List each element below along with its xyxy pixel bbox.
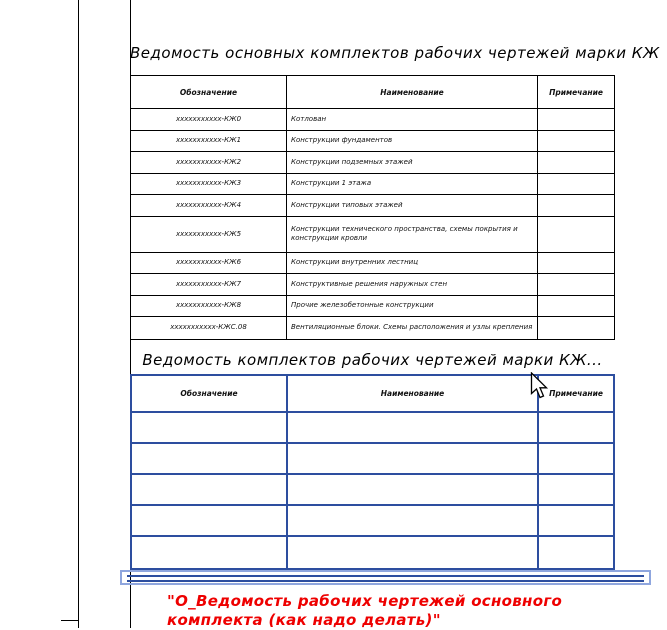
mouse-cursor-icon	[530, 372, 549, 400]
name-cell	[288, 444, 539, 473]
note-cell	[538, 217, 614, 252]
note-cell	[538, 109, 614, 130]
header-note: Примечание	[549, 87, 603, 97]
note-cell	[539, 413, 613, 442]
designation-cell	[132, 506, 288, 535]
note-cell	[539, 444, 613, 473]
designation-cell	[132, 413, 288, 442]
name-cell	[288, 506, 539, 535]
designation-cell: xxxxxxxxxxx-КЖ3	[131, 174, 287, 195]
table-row	[131, 131, 614, 153]
empty-table-row	[132, 475, 613, 506]
note-cell	[538, 152, 614, 173]
annotation-line-1: "О_Ведомость рабочих чертежей основного	[167, 592, 563, 610]
selected-row-line	[127, 575, 644, 577]
table-row	[131, 109, 614, 131]
name-cell: Конструкции подземных этажей	[287, 152, 538, 173]
header-designation: Обозначение	[132, 376, 288, 411]
header-designation: Обозначение	[131, 76, 287, 108]
table2-title: Ведомость комплектов рабочих чертежей марки КЖ...	[142, 351, 603, 369]
header-name: Наименование	[287, 76, 538, 108]
sheet-border-line-left	[78, 0, 79, 628]
selection-grip-bar[interactable]	[120, 570, 651, 585]
designation-cell: xxxxxxxxxxx-КЖ1	[131, 131, 287, 152]
name-cell: Вентиляционные блоки. Схемы расположения и узлы крепления	[287, 317, 538, 339]
note-cell	[538, 274, 614, 295]
designation-cell: xxxxxxxxxxx-КЖС.08	[131, 317, 287, 339]
empty-table-row	[132, 444, 613, 475]
name-cell: Прочие железобетонные конструкции	[287, 296, 538, 317]
name-cell: Конструкции внутренних лестниц	[287, 253, 538, 274]
name-cell: Конструктивные решения наружных стен	[287, 274, 538, 295]
annotation-line-2: комплекта (как надо делать)"	[167, 611, 441, 629]
table-row	[131, 296, 614, 318]
note-cell	[538, 317, 614, 339]
note-cell	[539, 537, 613, 568]
table-row	[131, 152, 614, 174]
designation-cell	[132, 537, 288, 568]
designation-cell: xxxxxxxxxxx-КЖ4	[131, 195, 287, 216]
empty-table-row	[132, 413, 613, 444]
name-cell	[288, 413, 539, 442]
name-cell	[288, 475, 539, 504]
name-cell: Конструкции типовых этажей	[287, 195, 538, 216]
designation-cell: xxxxxxxxxxx-КЖ7	[131, 274, 287, 295]
note-cell	[538, 253, 614, 274]
table-empty-selected[interactable]	[130, 374, 615, 570]
note-cell	[538, 174, 614, 195]
table-row	[131, 217, 614, 253]
note-cell	[538, 296, 614, 317]
name-cell: Котлован	[287, 109, 538, 130]
header-name: Наименование	[288, 376, 539, 411]
table-main-drawing-sets	[130, 75, 615, 340]
name-cell	[288, 537, 539, 568]
name-cell: Конструкции фундаментов	[287, 131, 538, 152]
table-row	[131, 253, 614, 275]
note-cell	[539, 475, 613, 504]
designation-cell: xxxxxxxxxxx-КЖ5	[131, 217, 287, 252]
designation-cell	[132, 475, 288, 504]
note-cell	[538, 195, 614, 216]
designation-cell: xxxxxxxxxxx-КЖ8	[131, 296, 287, 317]
designation-cell: xxxxxxxxxxx-КЖ6	[131, 253, 287, 274]
table-row	[131, 174, 614, 196]
header-note: Примечание	[549, 389, 603, 398]
sheet-corner-line	[61, 620, 79, 621]
empty-table-row	[132, 506, 613, 537]
annotation-text	[167, 592, 567, 630]
note-cell	[539, 506, 613, 535]
name-cell: Конструкции 1 этажа	[287, 174, 538, 195]
name-cell: Конструкции технического пространства, схемы покрытия и конструкции кровли	[287, 217, 538, 252]
designation-cell: xxxxxxxxxxx-КЖ2	[131, 152, 287, 173]
table-header-row	[131, 76, 614, 109]
note-cell	[538, 131, 614, 152]
table1-title: Ведомость основных комплектов рабочих чертежей марки КЖ	[130, 44, 660, 62]
selected-row-line	[127, 580, 644, 582]
table-row	[131, 317, 614, 339]
designation-cell: xxxxxxxxxxx-КЖ0	[131, 109, 287, 130]
table-row	[131, 195, 614, 217]
designation-cell	[132, 444, 288, 473]
empty-table-row	[132, 537, 613, 568]
table-row	[131, 274, 614, 296]
